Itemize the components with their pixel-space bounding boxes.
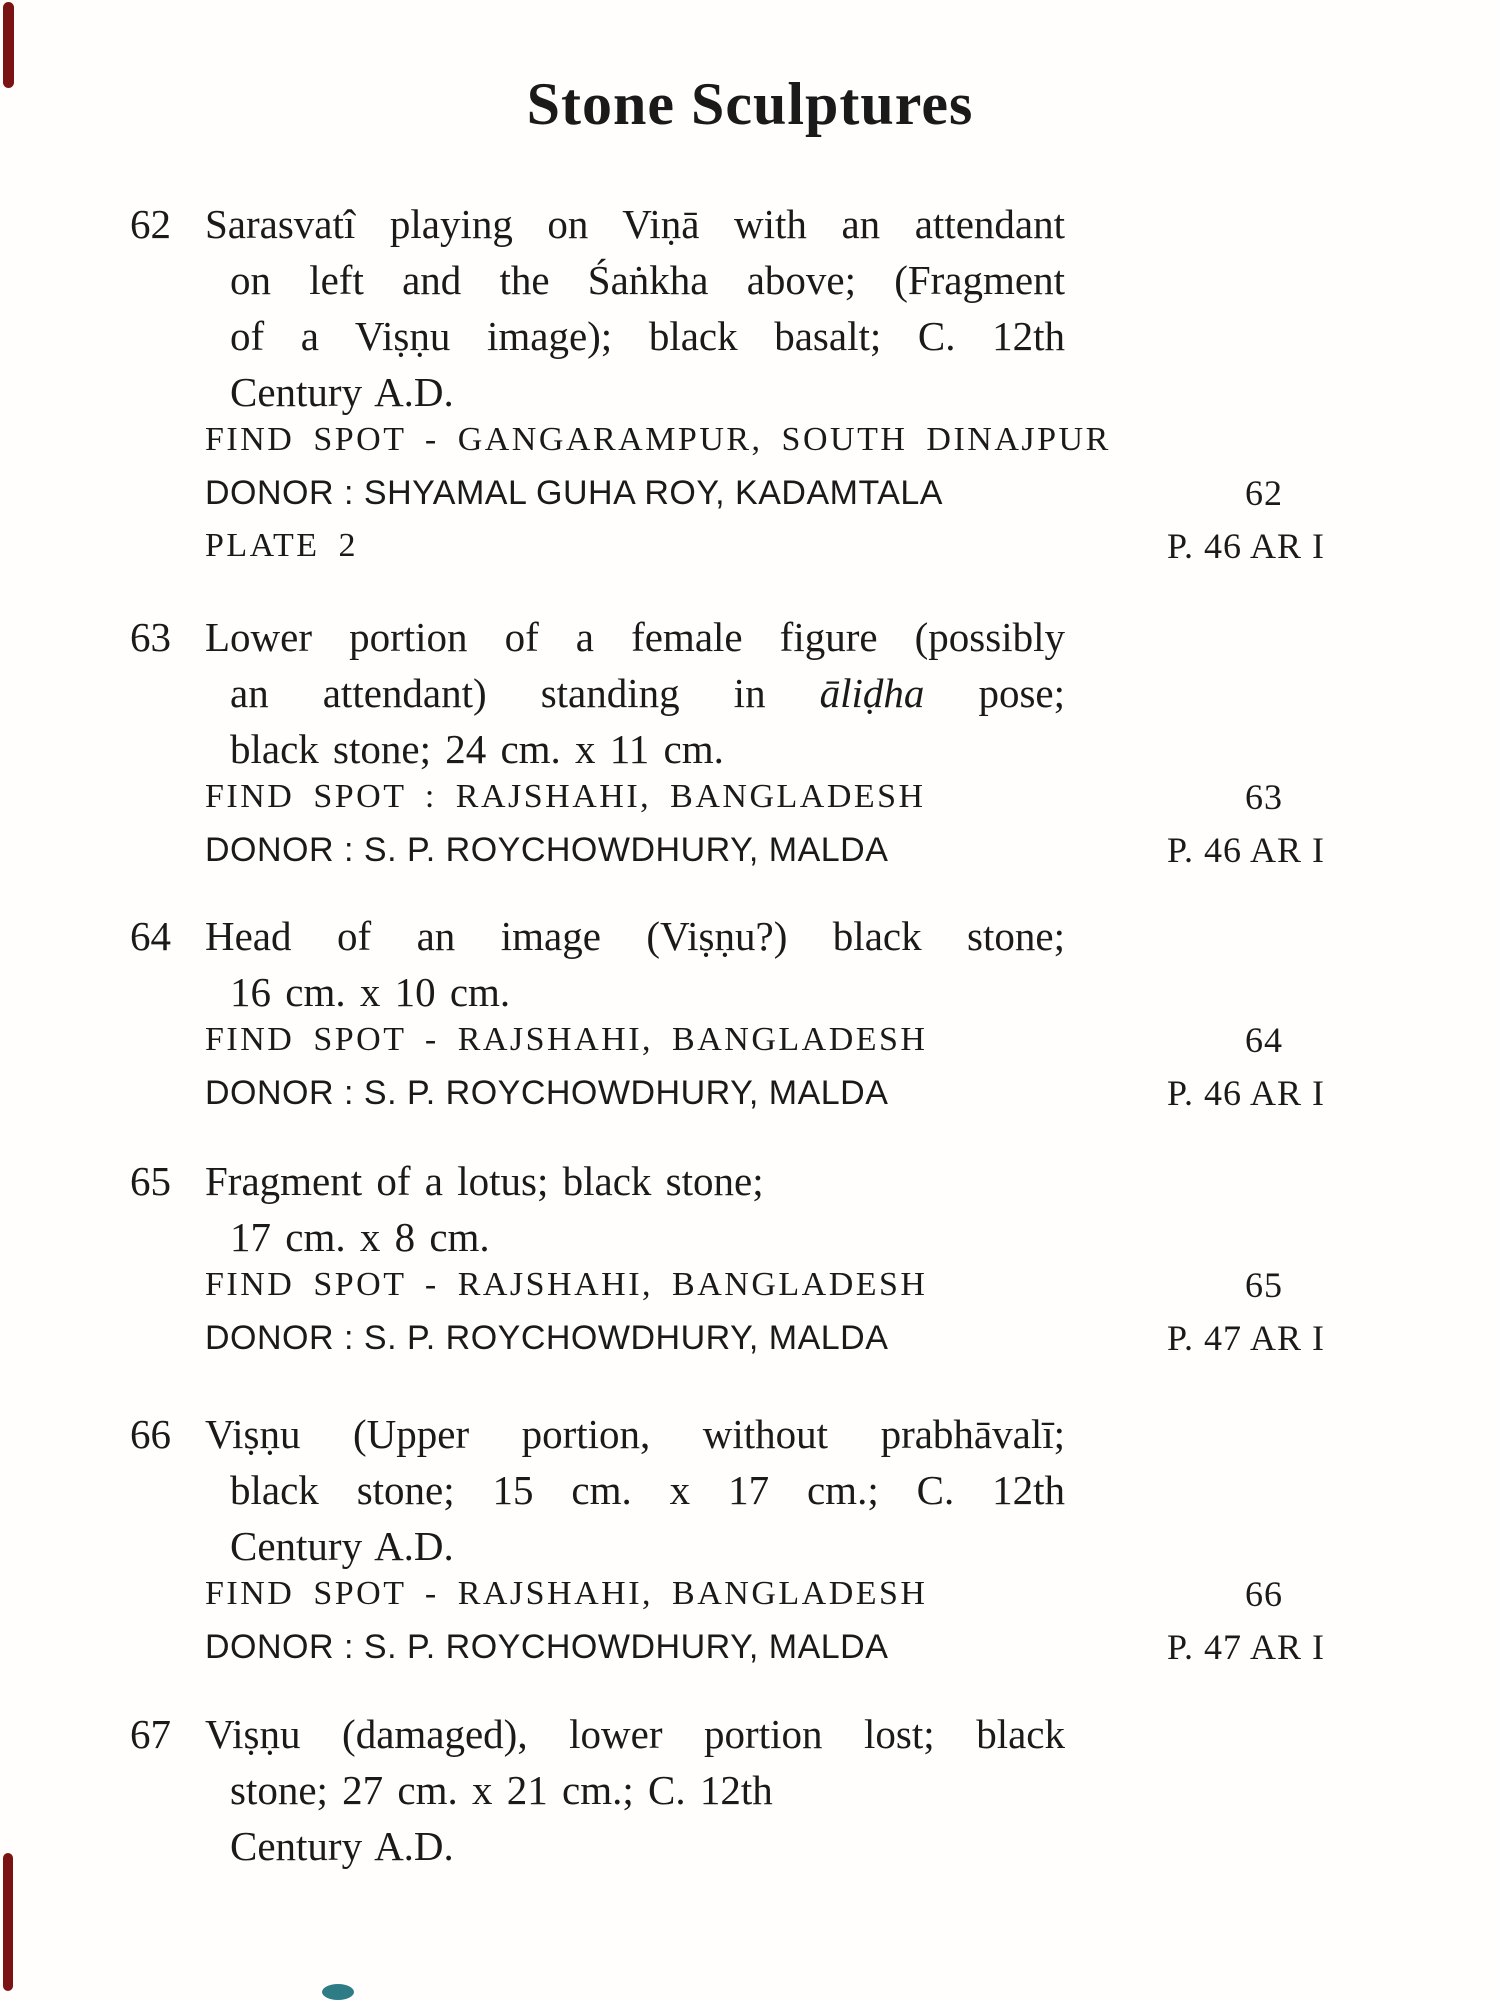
page-reference: P. 47 AR I (1166, 1627, 1325, 1667)
page-title: Stone Sculptures (526, 71, 974, 138)
entry-description (205, 908, 1065, 1020)
description-line (230, 721, 1065, 777)
findspot-row (205, 1020, 1325, 1073)
findspot-label: FIND SPOT - RAJSHAHI, BANGLADESH (205, 1266, 928, 1303)
text-segment: Sarasvatî playing on Viṇā with an attendant (205, 201, 1065, 247)
donor-label: DONOR : S. P. ROYCHOWDHURY, MALDA (205, 831, 889, 869)
description-line (205, 1706, 1065, 1762)
description-line (205, 1406, 1065, 1462)
entry-ref-number: 64 (1245, 1020, 1283, 1060)
description-line (205, 1153, 1065, 1209)
text-segment: Century A.D. (230, 1523, 454, 1569)
entry-ref-number: 66 (1245, 1574, 1283, 1614)
donor-row (205, 1318, 1325, 1371)
plate-label: PLATE 2 (205, 527, 358, 564)
scan-artifact-bottom-left (3, 1853, 13, 1991)
text-segment: of a Viṣṇu image); black basalt; C. 12th (230, 313, 1065, 359)
donor-row (205, 830, 1325, 883)
page-reference: P. 46 AR I (1166, 1073, 1325, 1113)
catalog-entry (130, 609, 1330, 883)
description-line (230, 964, 1065, 1020)
donor-row (205, 1073, 1325, 1126)
entry-ref-number: 65 (1245, 1265, 1283, 1305)
page-reference: P. 46 AR I (1166, 526, 1325, 566)
donor-row (205, 473, 1325, 526)
description-line (230, 1762, 1065, 1818)
entry-number: 62 (130, 201, 171, 247)
description-line (230, 364, 1065, 420)
text-segment: 16 cm. x 10 cm. (230, 969, 511, 1015)
catalog-entry (130, 196, 1330, 579)
plate-row (205, 526, 1325, 579)
entry-number: 65 (130, 1158, 171, 1204)
text-segment: Head of an image (Viṣṇu?) black stone; (205, 913, 1065, 959)
entry-ref-number: 63 (1245, 777, 1283, 817)
scan-artifact-top-left (3, 2, 14, 88)
page-reference: P. 46 AR I (1166, 830, 1325, 870)
text-segment: Viṣṇu (Upper portion, without prabhāvalī; (205, 1411, 1065, 1457)
donor-label: DONOR : S. P. ROYCHOWDHURY, MALDA (205, 1319, 889, 1357)
description-line (230, 1518, 1065, 1574)
description-line (230, 252, 1065, 308)
text-segment: stone; 27 cm. x 21 cm.; C. 12th (230, 1767, 773, 1813)
entry-head (130, 1406, 1330, 1574)
entry-description (205, 609, 1065, 777)
text-segment: an attendant) standing in (230, 670, 820, 716)
entry-description (205, 1406, 1065, 1574)
entry-description (205, 196, 1065, 420)
text-segment: pose; (924, 670, 1065, 716)
donor-label: DONOR : SHYAMAL GUHA ROY, KADAMTALA (205, 474, 943, 512)
description-line (205, 609, 1065, 665)
description-line (230, 308, 1065, 364)
entry-ref-number: 62 (1245, 473, 1283, 513)
description-line (205, 908, 1065, 964)
text-segment: black stone; 15 cm. x 17 cm.; C. 12th (230, 1467, 1065, 1513)
entry-description (205, 1706, 1065, 1874)
text-segment: black stone; 24 cm. x 11 cm. (230, 726, 724, 772)
entry-number: 66 (130, 1411, 171, 1457)
entry-number: 64 (130, 913, 171, 959)
text-segment: Lower portion of a female figure (possibly (205, 614, 1065, 660)
text-segment: 17 cm. x 8 cm. (230, 1214, 490, 1260)
text-segment: Viṣṇu (damaged), lower portion lost; black (205, 1711, 1065, 1757)
findspot-label: FIND SPOT - RAJSHAHI, BANGLADESH (205, 1021, 928, 1058)
italic-term: āliḍha (819, 670, 925, 716)
catalog-entry (130, 1153, 1330, 1371)
entry-number: 67 (130, 1711, 171, 1757)
text-segment: Century A.D. (230, 1823, 454, 1869)
donor-row (205, 1627, 1325, 1680)
description-line (230, 1462, 1065, 1518)
findspot-label: FIND SPOT - RAJSHAHI, BANGLADESH (205, 1575, 928, 1612)
entry-head (130, 196, 1330, 420)
findspot-row (205, 420, 1325, 473)
text-segment: on left and the Śaṅkha above; (Fragment (230, 257, 1065, 303)
page-reference: P. 47 AR I (1166, 1318, 1325, 1358)
description-line (230, 1818, 1065, 1874)
entry-head (130, 908, 1330, 1020)
donor-label: DONOR : S. P. ROYCHOWDHURY, MALDA (205, 1074, 889, 1112)
catalog-entry (130, 1706, 1330, 1874)
entry-number: 63 (130, 614, 171, 660)
catalog-entry (130, 1406, 1330, 1680)
entry-head (130, 609, 1330, 777)
text-segment: Century A.D. (230, 369, 454, 415)
donor-label: DONOR : S. P. ROYCHOWDHURY, MALDA (205, 1628, 889, 1666)
description-line (205, 196, 1065, 252)
findspot-label: FIND SPOT : RAJSHAHI, BANGLADESH (205, 778, 926, 815)
findspot-label: FIND SPOT - GANGARAMPUR, SOUTH DINAJPUR (205, 421, 1111, 458)
scan-artifact-bottom-teal (322, 1984, 354, 2000)
catalog-entry (130, 908, 1330, 1126)
description-line (230, 1209, 1065, 1265)
text-segment: Fragment of a lotus; black stone; (205, 1158, 764, 1204)
findspot-row (205, 1574, 1325, 1627)
findspot-row (205, 1265, 1325, 1318)
entry-head (130, 1153, 1330, 1265)
entry-head (130, 1706, 1330, 1874)
description-line (230, 665, 1065, 721)
findspot-row (205, 777, 1325, 830)
entry-description (205, 1153, 1065, 1265)
